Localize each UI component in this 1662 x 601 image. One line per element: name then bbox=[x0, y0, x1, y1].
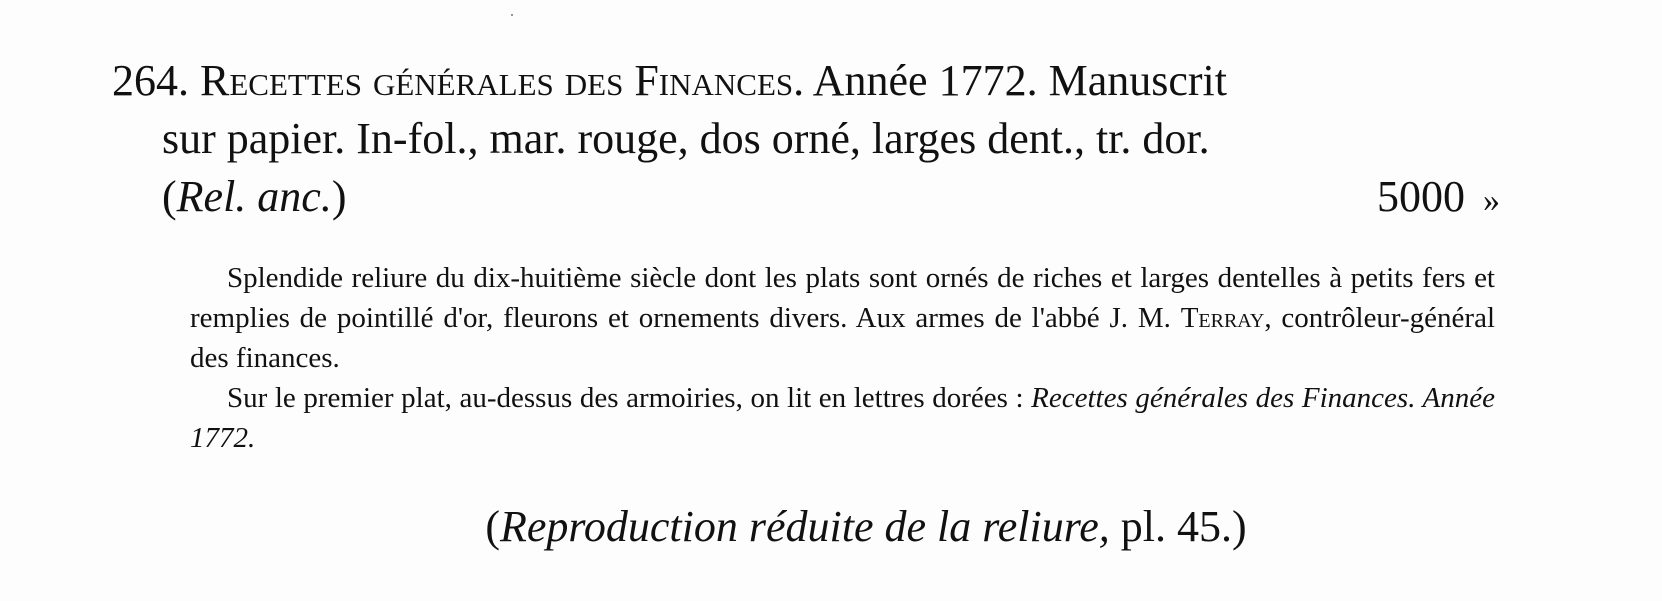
reproduction-note-inner: (Reproduction réduite de la reliure, pl. 45.) bbox=[485, 502, 1247, 551]
price bbox=[1377, 168, 1500, 230]
entry-number: 264. bbox=[112, 56, 189, 105]
description-line-1: Splendide reliure du dix-huitième siècle dont les plats sont ornés de riches et bbox=[227, 262, 1132, 294]
owner-name: Terray bbox=[1180, 302, 1265, 334]
binding-note: (Rel. anc.) bbox=[162, 172, 347, 221]
reproduction-note bbox=[0, 498, 1662, 556]
entry-title: Recettes générales des Finances. bbox=[200, 56, 805, 105]
description-line-4: Sur le premier plat, au-dessus des armoiries, on lit en lettres dorées : bbox=[227, 382, 1024, 414]
binding-note-text: Rel. anc. bbox=[176, 172, 332, 221]
inscription-text: Recettes générales des Finances. Année 1772. bbox=[190, 382, 1495, 454]
entry-year: Année 1772. bbox=[812, 56, 1038, 105]
description-line-2: larges dentelles à petits fers et remplies de pointillé d'or, fleurons et ornements bbox=[190, 262, 1495, 334]
description-line-3a: divers. Aux armes de l'abbé J. M. bbox=[769, 302, 1171, 334]
entry-description bbox=[190, 258, 1495, 458]
entry-line-1 bbox=[112, 52, 1500, 110]
description-paragraph-2 bbox=[190, 378, 1495, 458]
catalogue-entry bbox=[112, 52, 1500, 226]
entry-line-3 bbox=[112, 168, 1500, 226]
price-mark: » bbox=[1483, 182, 1500, 219]
plate-number: pl. 45. bbox=[1120, 502, 1232, 551]
entry-format: Manuscrit bbox=[1048, 56, 1227, 105]
price-value: 5000 bbox=[1377, 172, 1465, 221]
reproduction-text: Reproduction réduite de la reliure, bbox=[500, 502, 1110, 551]
entry-line-2: sur papier. In-fol., mar. rouge, dos orné, larges dent., tr. dor. bbox=[162, 114, 1210, 163]
speck-mark bbox=[511, 14, 513, 16]
description-paragraph-1 bbox=[190, 258, 1495, 378]
description-line-3b: , contrôleur-général des finances. bbox=[190, 302, 1495, 374]
